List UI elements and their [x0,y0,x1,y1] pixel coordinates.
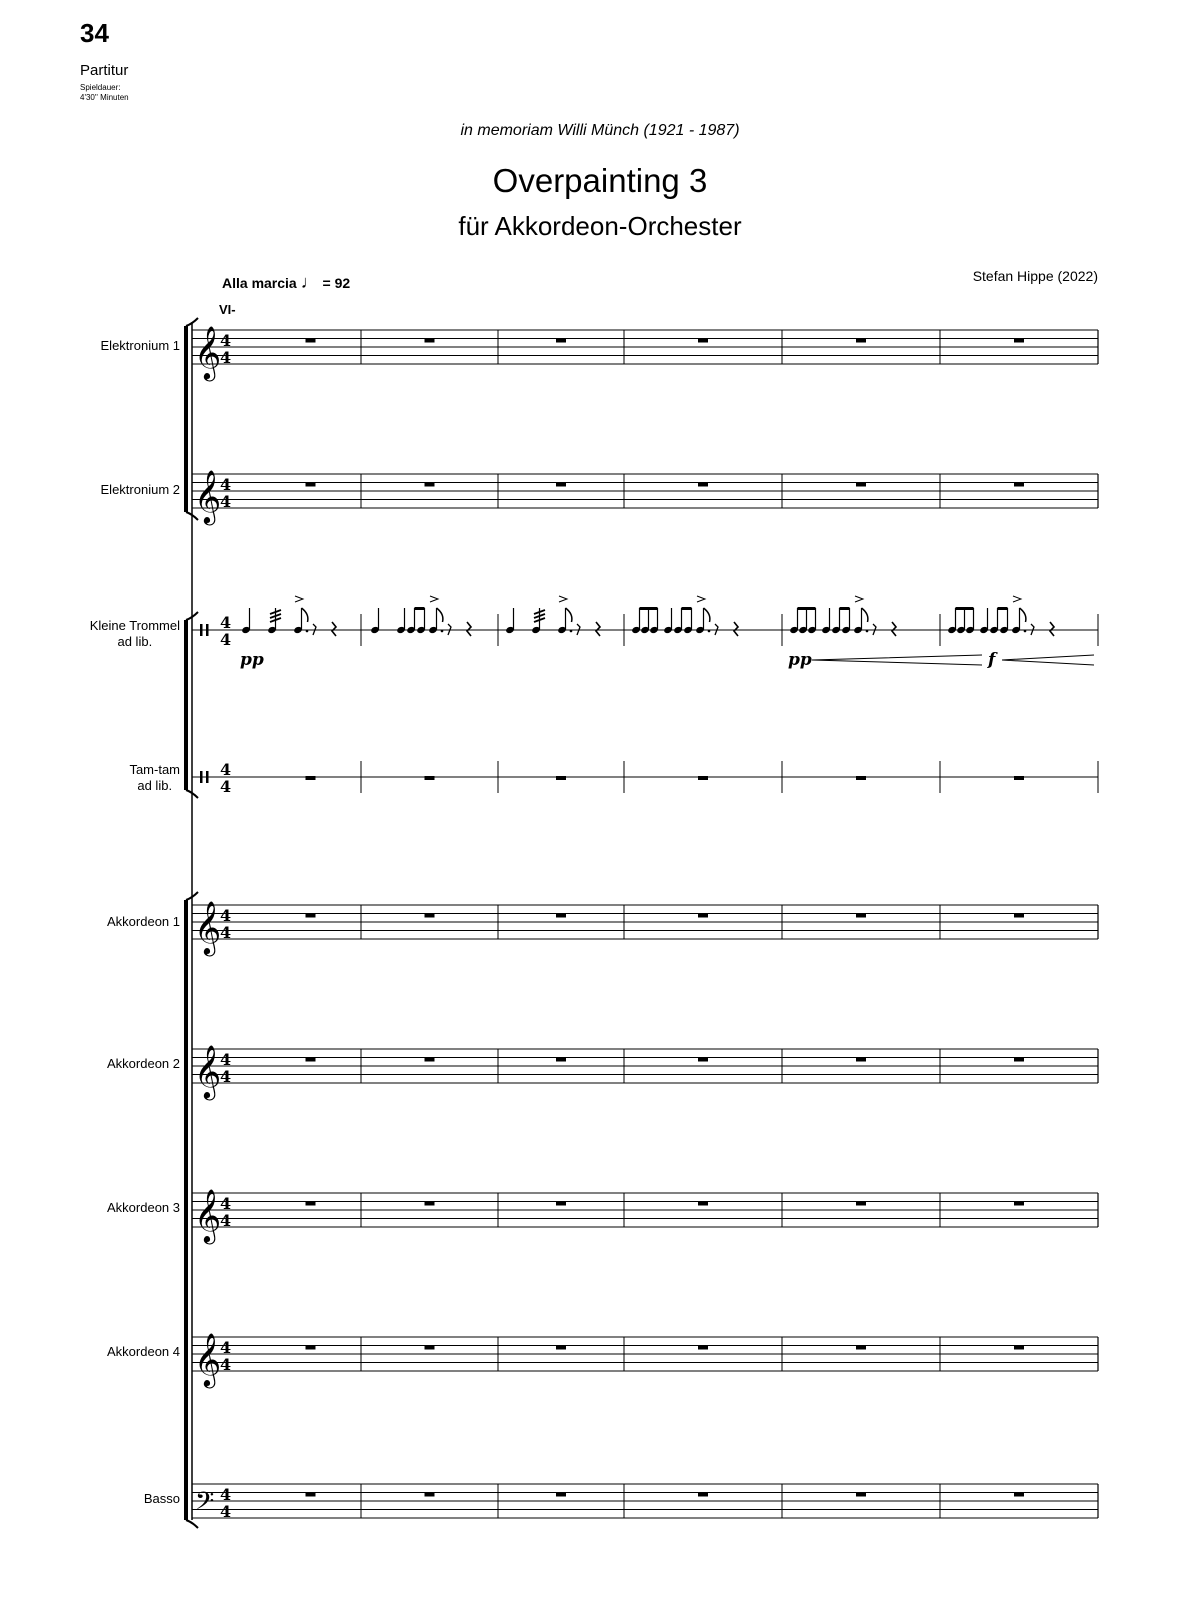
instrument-note: ad lib. [117,634,153,649]
whole-rest [556,1202,566,1206]
whole-rest [425,776,435,780]
note-beam [798,607,816,610]
time-signature-numerator: 4 [220,1338,232,1357]
note-flag [437,608,443,622]
instrument-name: Akkordeon 1 [107,914,180,929]
time-signature-denominator: 4 [220,630,232,649]
whole-rest [556,1346,566,1350]
whole-rest [306,483,316,487]
whole-rest [425,914,435,918]
augmentation-dot [1024,630,1027,633]
piece-title: Overpainting 3 [492,162,708,199]
bass-clef-icon: 𝄢 [195,1487,215,1522]
whole-rest [425,483,435,487]
tempo-equals: = [322,275,331,291]
whole-rest [856,483,866,487]
instrument-name: Elektronium 1 [100,338,180,353]
time-signature-denominator: 4 [220,777,232,796]
whole-rest [1014,1493,1024,1497]
whole-rest [698,483,708,487]
augmentation-dot [708,630,711,633]
whole-rest [1014,483,1024,487]
time-signature-numerator: 4 [220,1050,232,1069]
whole-rest [306,1202,316,1206]
time-signature-numerator: 4 [220,760,232,779]
whole-rest [856,339,866,343]
whole-rest [306,339,316,343]
score-type-label: Partitur [80,62,129,79]
percussion-clef-icon [200,624,203,636]
instrument-name: Akkordeon 3 [107,1200,180,1215]
note-beam [998,607,1008,610]
whole-rest [425,1493,435,1497]
note-beam [682,607,692,610]
instrument-name: Tam-tam [129,762,180,777]
treble-clef-icon: 𝄞 [194,469,222,523]
whole-rest [698,339,708,343]
treble-clef-icon: 𝄞 [194,900,222,954]
percussion-clef-icon [206,624,209,636]
dedication: in memoriam Willi Münch (1921 - 1987) [460,122,740,139]
accent-mark [1013,596,1021,602]
instrument-name: Akkordeon 2 [107,1056,180,1071]
note-flag [1020,608,1026,622]
accent-mark [295,596,303,602]
dynamic-f: f [988,650,996,670]
percussion-clef-icon [206,771,209,783]
quarter-rest [892,622,896,636]
note-beam [840,607,850,610]
whole-rest [556,339,566,343]
whole-rest [306,914,316,918]
piece-subtitle: für Akkordeon-Orchester [458,211,742,241]
whole-rest [425,339,435,343]
whole-rest [698,1346,708,1350]
time-signature-numerator: 4 [220,475,232,494]
whole-rest [698,1493,708,1497]
augmentation-dot [866,630,869,633]
note-flag [862,608,868,622]
note-flag [302,608,308,622]
whole-rest [425,1202,435,1206]
quarter-rest [734,622,738,636]
whole-rest [306,776,316,780]
whole-rest [856,1058,866,1062]
duration-label: Spieldauer: [80,83,121,92]
instrument-name: Elektronium 2 [100,482,180,497]
whole-rest [1014,914,1024,918]
whole-rest [856,1346,866,1350]
dynamic-pp: pp [240,650,264,670]
quarter-rest [332,622,336,636]
whole-rest [1014,339,1024,343]
augmentation-dot [306,630,309,633]
treble-clef-icon: 𝄞 [194,1188,222,1242]
whole-rest [556,1493,566,1497]
time-signature-denominator: 4 [220,1211,232,1230]
whole-rest [425,1058,435,1062]
dynamic-pp: pp [788,650,812,670]
instrument-name: Akkordeon 4 [107,1344,180,1359]
instrument-note: ad lib. [137,778,173,793]
instrument-name: Kleine Trommel [89,618,180,633]
quarter-rest [467,622,471,636]
whole-rest [698,776,708,780]
decrescendo-hairpin [1002,655,1094,665]
time-signature-numerator: 4 [220,1194,232,1213]
note-beam [956,607,974,610]
augmentation-dot [570,630,573,633]
whole-rest [856,1493,866,1497]
whole-rest [1014,1346,1024,1350]
registration-mark: VI- [219,302,236,317]
whole-rest [556,914,566,918]
tempo-bpm: 92 [334,275,351,291]
time-signature-denominator: 4 [220,1502,232,1521]
crescendo-hairpin [812,655,982,665]
whole-rest [556,776,566,780]
treble-clef-icon: 𝄞 [194,1044,222,1098]
time-signature-numerator: 4 [220,906,232,925]
whole-rest [306,1058,316,1062]
augmentation-dot [441,630,444,633]
quarter-rest [1050,622,1054,636]
tempo-text: Alla marcia [222,275,297,291]
whole-rest [425,1346,435,1350]
accent-mark [559,596,567,602]
whole-rest [1014,1202,1024,1206]
treble-clef-icon: 𝄞 [194,325,222,379]
treble-clef-icon: 𝄞 [194,1332,222,1386]
time-signature-denominator: 4 [220,348,232,367]
accent-mark [430,596,438,602]
quarter-rest [596,622,600,636]
whole-rest [306,1346,316,1350]
whole-rest [856,914,866,918]
note-beam [640,607,658,610]
time-signature-denominator: 4 [220,492,232,511]
percussion-clef-icon [200,771,203,783]
note-flag [566,608,572,622]
time-signature-denominator: 4 [220,1067,232,1086]
whole-rest [698,914,708,918]
page-number: 34 [80,18,109,48]
note-flag [704,608,710,622]
whole-rest [556,483,566,487]
composer: Stefan Hippe (2022) [972,268,1098,284]
whole-rest [698,1202,708,1206]
note-beam [415,607,425,610]
whole-rest [556,1058,566,1062]
whole-rest [856,1202,866,1206]
time-signature-denominator: 4 [220,923,232,942]
time-signature-denominator: 4 [220,1355,232,1374]
instrument-name: Basso [143,1491,180,1506]
accent-mark [697,596,705,602]
whole-rest [306,1493,316,1497]
quarter-note-icon: ♩ [300,272,319,292]
time-signature-numerator: 4 [220,613,232,632]
whole-rest [698,1058,708,1062]
accent-mark [855,596,863,602]
time-signature-numerator: 4 [220,331,232,350]
duration-value: 4'30'' Minuten [80,93,129,102]
whole-rest [856,776,866,780]
time-signature-numerator: 4 [220,1485,232,1504]
whole-rest [1014,776,1024,780]
whole-rest [1014,1058,1024,1062]
